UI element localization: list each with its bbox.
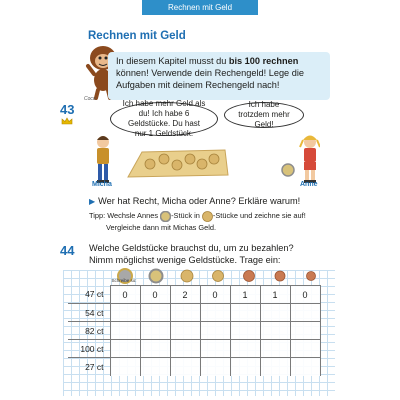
crown-icon bbox=[61, 117, 73, 125]
coin-count-cell[interactable] bbox=[110, 322, 140, 340]
coin-count-value: 0 bbox=[212, 289, 218, 300]
task43-question-text: Wer hat Recht, Micha oder Anne? Erkläre warum! bbox=[98, 196, 301, 206]
task-number-44: 44 bbox=[60, 243, 75, 258]
coin-count-cell[interactable] bbox=[290, 340, 320, 358]
coin-count-cell[interactable] bbox=[140, 286, 170, 304]
coin-1-euro-icon bbox=[160, 211, 171, 222]
task43-tip bbox=[89, 210, 329, 233]
coin-count-value: 2 bbox=[182, 289, 188, 300]
coin-count-cell[interactable] bbox=[230, 286, 260, 304]
coin-count-cell[interactable] bbox=[290, 286, 320, 304]
task43-question bbox=[89, 196, 300, 206]
coin-count-cell[interactable] bbox=[140, 304, 170, 322]
coin-20-cent-icon bbox=[181, 270, 193, 282]
coin-count-cell[interactable] bbox=[260, 322, 290, 340]
coin-count-cell[interactable] bbox=[200, 322, 230, 340]
coin-count-cell[interactable] bbox=[230, 304, 260, 322]
task-number-43: 43 bbox=[60, 102, 75, 117]
coin-count-cell[interactable] bbox=[170, 304, 200, 322]
page-header-title: Rechnen mit Geld bbox=[167, 3, 233, 12]
coin-count-cell[interactable] bbox=[260, 340, 290, 358]
coin-count-cell[interactable] bbox=[140, 340, 170, 358]
coin-count-cell[interactable] bbox=[290, 358, 320, 376]
intro-text-part: In diesem Kapitel musst du bbox=[116, 56, 229, 66]
tip-text: -Stücke und zeichne sie auf! bbox=[212, 211, 306, 220]
page-header-bar bbox=[142, 0, 258, 15]
section-title: Rechnen mit Geld bbox=[88, 30, 186, 42]
speech-text-anne: Ich habe trotzdem mehr Geld! bbox=[238, 100, 290, 129]
coin-count-cell[interactable] bbox=[230, 340, 260, 358]
mascot-name: Coco bbox=[84, 96, 96, 102]
coin-count-cell[interactable] bbox=[170, 322, 200, 340]
table-row bbox=[68, 286, 320, 304]
coin-count-cell[interactable] bbox=[170, 340, 200, 358]
coin-count-value: 1 bbox=[272, 289, 278, 300]
table-row bbox=[68, 340, 320, 358]
coin-count-cell[interactable] bbox=[290, 304, 320, 322]
arrow-right-icon: ▶ bbox=[89, 197, 96, 206]
coin-count-cell[interactable] bbox=[140, 322, 170, 340]
coin-table bbox=[68, 278, 321, 376]
amount-cell: 82 ct bbox=[68, 322, 110, 340]
tip-text: -Stück in bbox=[171, 211, 200, 220]
coin-count-value: 0 bbox=[152, 289, 158, 300]
tip-text-line2: Vergleiche dann mit Michas Geld. bbox=[106, 222, 217, 232]
table-row bbox=[68, 358, 320, 376]
coin-count-value: 0 bbox=[302, 289, 308, 300]
intro-text bbox=[116, 55, 328, 91]
label-micha: Micha bbox=[92, 181, 112, 188]
amount-cell: 47 ct bbox=[68, 286, 110, 304]
girl-anne-figure bbox=[300, 136, 320, 184]
amount-cell: 100 ct bbox=[68, 340, 110, 358]
amount-cell: 54 ct bbox=[68, 304, 110, 322]
table-row bbox=[68, 304, 320, 322]
amount-cell: 27 ct bbox=[68, 358, 110, 376]
intro-text-part: können! Verwende dein Rechengeld! Lege die Aufgaben mit deinem Rechengeld nach! bbox=[116, 68, 304, 90]
coin-count-cell[interactable] bbox=[200, 286, 230, 304]
coin-50-cent-icon bbox=[202, 211, 213, 222]
coin-count-cell[interactable] bbox=[110, 278, 140, 304]
coin-1-cent-icon bbox=[307, 272, 316, 281]
coin-count-cell[interactable] bbox=[260, 286, 290, 304]
coin-10-cent-icon bbox=[213, 271, 224, 282]
coin-count-cell[interactable] bbox=[140, 358, 170, 376]
coin-count-cell[interactable] bbox=[260, 358, 290, 376]
coin-count-cell[interactable] bbox=[290, 322, 320, 340]
speech-bubble-anne bbox=[224, 102, 304, 128]
coin-count-value: 0 bbox=[122, 289, 128, 300]
example-hint: Schreibe so: bbox=[111, 278, 137, 283]
task44-line2: Nimm möglichst wenige Geldstücke. Trage ein: bbox=[89, 255, 281, 265]
coin-count-cell[interactable] bbox=[170, 286, 200, 304]
coin-5-cent-icon bbox=[244, 271, 255, 282]
speech-bubble-micha bbox=[110, 99, 218, 138]
speech-text-micha: Ich habe mehr Geld als du! Ich habe 6 Geldstücke. Du hast nur 1 Geldstück. bbox=[122, 99, 206, 138]
coin-count-value: 1 bbox=[242, 289, 248, 300]
coin-count-cell[interactable] bbox=[170, 358, 200, 376]
coin-count-cell[interactable] bbox=[200, 358, 230, 376]
coin-count-cell[interactable] bbox=[260, 304, 290, 322]
tip-text: Tipp: Wechsle Annes bbox=[89, 211, 159, 220]
boy-micha-figure bbox=[97, 136, 109, 183]
task44-instructions bbox=[89, 242, 294, 266]
coin-1-euro-icon bbox=[150, 270, 163, 283]
coin-count-cell[interactable] bbox=[200, 340, 230, 358]
intro-text-bold: bis 100 rechnen bbox=[228, 56, 299, 66]
task44-line1: Welche Geldstücke brauchst du, um zu bezahlen? bbox=[89, 243, 294, 253]
table-row bbox=[68, 322, 320, 340]
coin-count-cell[interactable] bbox=[110, 340, 140, 358]
coin-count-cell[interactable] bbox=[110, 304, 140, 322]
coin-header-row bbox=[110, 268, 335, 284]
coin-count-cell[interactable] bbox=[230, 358, 260, 376]
label-anne: Anne bbox=[300, 181, 318, 188]
coin-count-cell[interactable] bbox=[230, 322, 260, 340]
coin-count-cell[interactable] bbox=[200, 304, 230, 322]
scene-illustration bbox=[90, 132, 320, 192]
coin-count-cell[interactable] bbox=[110, 358, 140, 376]
anne-coin bbox=[282, 164, 294, 176]
coin-2-cent-icon bbox=[275, 271, 285, 281]
